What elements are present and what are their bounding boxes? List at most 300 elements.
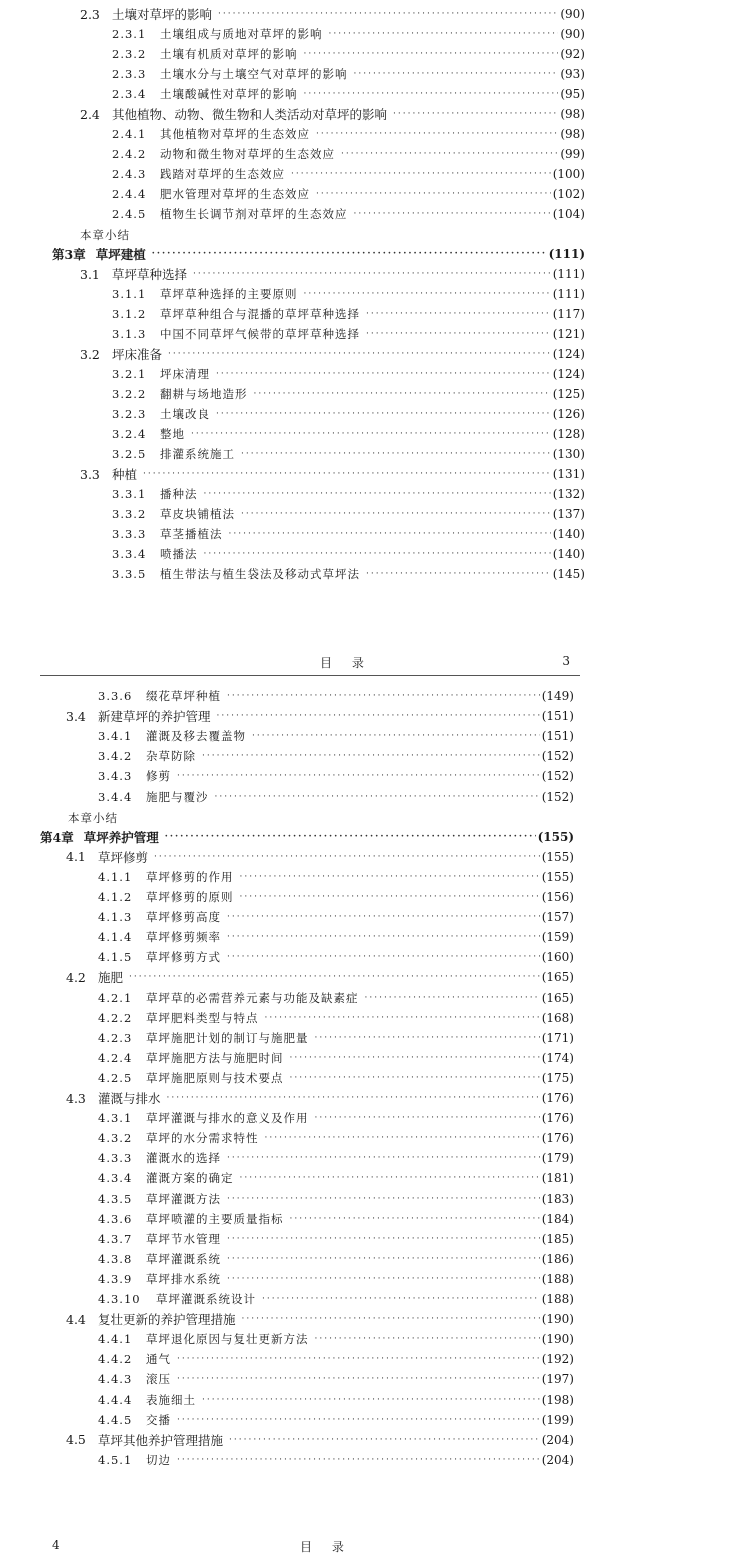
entry-number: 3.3.3: [112, 527, 147, 541]
page-header: [40, 654, 570, 676]
toc-section-entry[interactable]: [66, 1088, 574, 1108]
entry-title: 草坪修剪: [98, 849, 149, 865]
dot-leader: [242, 1314, 540, 1324]
toc-subsection-entry[interactable]: [98, 1128, 574, 1148]
entry-number: 2.3.2: [112, 47, 147, 61]
entry-page-number: (95): [560, 87, 585, 101]
entry-number: 4.5: [66, 1432, 86, 1448]
entry-page-number: (176): [541, 1111, 574, 1126]
dot-leader: [193, 269, 551, 279]
entry-title: 草坪灌溉方法: [146, 1191, 221, 1206]
dot-leader: [315, 1334, 540, 1344]
entry-title: 草皮块铺植法: [160, 507, 235, 521]
dot-leader: [202, 1395, 540, 1405]
entry-title: 植物生长调节剂对草坪的生态效应: [160, 207, 348, 221]
dot-leader: [354, 69, 559, 79]
toc-subsection-entry[interactable]: [98, 1450, 574, 1470]
entry-title: 草坪施肥方法与施肥时间: [146, 1050, 284, 1065]
entry-page-number: (99): [560, 147, 585, 161]
dot-leader: [227, 952, 540, 962]
dot-leader: [177, 1415, 540, 1425]
dot-leader: [216, 369, 551, 379]
dot-leader: [291, 169, 551, 179]
entry-page-number: (90): [560, 27, 585, 41]
entry-title: 翻耕与场地造形: [160, 387, 248, 401]
dot-leader: [316, 129, 558, 139]
dot-leader: [393, 109, 558, 119]
entry-number: 3.1.1: [112, 287, 147, 301]
toc-page-1: [0, 0, 750, 600]
entry-page-number: (124): [552, 347, 585, 361]
dot-leader: [304, 49, 559, 59]
entry-title: 缀花草坪种植: [146, 689, 221, 703]
entry-number: 3.2.5: [112, 447, 147, 461]
entry-number: 4.2: [66, 969, 86, 985]
entry-page-number: (100): [552, 167, 585, 181]
toc-subsection-entry[interactable]: [112, 144, 585, 164]
header-title: 目 录: [320, 656, 372, 670]
entry-number: 3.2.2: [112, 387, 147, 401]
entry-number: 4.4.4: [98, 1392, 133, 1407]
entry-page-number: (151): [541, 729, 574, 744]
entry-number: 2.3.1: [112, 27, 147, 41]
entry-title: 草坪灌溉与排水的意义及作用: [146, 1111, 309, 1126]
entry-number: 4.4.5: [98, 1412, 133, 1427]
dot-leader: [129, 972, 540, 982]
toc-subsection-entry[interactable]: [98, 1390, 574, 1410]
toc-subsection-entry[interactable]: [98, 746, 574, 766]
entry-number: 3.2.3: [112, 407, 147, 421]
entry-title: 复壮更新的养护管理措施: [98, 1312, 236, 1328]
dot-leader: [177, 1354, 540, 1364]
toc-subsection-entry[interactable]: [98, 1008, 574, 1028]
entry-title: 整地: [160, 427, 185, 441]
entry-page-number: (117): [552, 307, 585, 321]
entry-page-number: (190): [541, 1312, 574, 1327]
toc-subsection-entry[interactable]: [98, 787, 574, 807]
entry-number: 4.3.10: [98, 1292, 141, 1306]
toc-subsection-entry[interactable]: [112, 184, 585, 204]
entry-number: 4.2.5: [98, 1070, 133, 1085]
entry-number: 2.3: [80, 6, 100, 22]
entry-number: 4.2.1: [98, 990, 133, 1005]
dot-leader: [227, 912, 540, 922]
toc-subsection-entry[interactable]: [112, 424, 585, 444]
toc-subsection-entry[interactable]: [98, 1108, 574, 1128]
entry-page-number: (174): [541, 1050, 574, 1065]
entry-number: 3.4.4: [98, 789, 133, 804]
toc-subsection-entry[interactable]: [112, 204, 585, 224]
toc-subsection-entry[interactable]: [112, 164, 585, 184]
entry-number: 3.3: [80, 466, 100, 482]
dot-leader: [240, 1173, 540, 1183]
entry-title: 草坪草种选择: [112, 267, 188, 282]
entry-page-number: (90): [560, 7, 585, 21]
entry-title: 滚压: [146, 1372, 171, 1387]
dot-leader: [227, 932, 540, 942]
entry-number: 4.5.1: [98, 1452, 133, 1467]
dot-leader: [290, 1053, 540, 1063]
entry-title: 草坪修剪的原则: [146, 890, 234, 904]
toc-subsection-entry[interactable]: [98, 988, 574, 1008]
toc-subsection-entry[interactable]: [112, 304, 585, 324]
toc-subsection-entry[interactable]: [112, 384, 585, 404]
entry-title: 表施细土: [146, 1392, 196, 1407]
entry-page-number: (188): [541, 1292, 574, 1306]
toc-subsection-entry[interactable]: [98, 867, 574, 887]
entry-title: 动物和微生物对草坪的生态效应: [160, 147, 335, 161]
dot-leader: [240, 872, 540, 882]
toc-section-entry[interactable]: [80, 464, 585, 484]
entry-number: 3.4.1: [98, 729, 133, 744]
entry-number: 第4章: [40, 829, 74, 845]
toc-subsection-entry[interactable]: [112, 484, 585, 504]
entry-page-number: (128): [552, 427, 585, 441]
entry-title: 土壤酸碱性对草坪的影响: [160, 87, 298, 101]
entry-number: 3.2.1: [112, 367, 147, 381]
dot-leader: [262, 1294, 540, 1304]
toc-subsection-entry[interactable]: [112, 444, 585, 464]
entry-title: 播种法: [160, 487, 198, 501]
dot-leader: [168, 349, 551, 359]
entry-page-number: (176): [541, 1131, 574, 1146]
entry-title: 草坪修剪方式: [146, 950, 221, 965]
entry-page-number: (175): [541, 1070, 574, 1085]
entry-title: 土壤对草坪的影响: [112, 7, 213, 22]
entry-number: 4.1.4: [98, 930, 133, 945]
toc-section-entry[interactable]: [80, 344, 585, 364]
dot-leader: [265, 1133, 540, 1143]
dot-leader: [304, 289, 551, 299]
entry-title: 草茎播植法: [160, 527, 223, 541]
entry-number: 2.4.1: [112, 127, 147, 141]
toc-subsection-entry[interactable]: [112, 364, 585, 384]
toc-subsection-entry[interactable]: [98, 766, 574, 786]
dot-leader: [316, 189, 551, 199]
dot-leader: [177, 771, 540, 781]
dot-leader: [241, 509, 551, 519]
entry-page-number: (132): [552, 487, 585, 501]
toc-chapter-entry[interactable]: [40, 827, 574, 847]
entry-number: 4.4: [66, 1311, 86, 1327]
toc-subsection-entry[interactable]: [98, 887, 574, 907]
toc-subsection-entry[interactable]: [98, 1068, 574, 1088]
entry-title: 其他植物、动物、微生物和人类活动对草坪的影响: [112, 107, 388, 122]
entry-number: 4.3.1: [98, 1111, 133, 1126]
toc-subsection-entry[interactable]: [98, 686, 574, 706]
toc-subsection-entry[interactable]: [98, 1410, 574, 1430]
toc-subsection-entry[interactable]: [98, 1189, 574, 1209]
toc-subsection-entry[interactable]: [112, 544, 585, 564]
entry-title: 施肥与覆沙: [146, 789, 209, 804]
entry-number: 3.3.6: [98, 689, 133, 703]
dot-leader: [204, 489, 551, 499]
toc-section-entry[interactable]: [66, 1430, 574, 1450]
toc-section-entry[interactable]: [80, 4, 585, 24]
entry-title: 草坪灌溉系统设计: [156, 1292, 256, 1306]
entry-title: 肥水管理对草坪的生态效应: [160, 187, 310, 201]
entry-page-number: (155): [541, 849, 574, 864]
entry-title: 草坪修剪高度: [146, 910, 221, 925]
entry-number: 4.3.3: [98, 1151, 133, 1166]
toc-subsection-entry[interactable]: [112, 124, 585, 144]
dot-leader: [329, 29, 559, 39]
entry-title: 草坪修剪频率: [146, 930, 221, 945]
toc-subsection-entry[interactable]: [98, 1289, 574, 1309]
entry-page-number: (168): [541, 1010, 574, 1025]
entry-page-number: (199): [541, 1412, 574, 1427]
toc-section-entry[interactable]: [80, 264, 585, 284]
entry-number: 3.4.3: [98, 769, 133, 784]
toc-subsection-entry[interactable]: [112, 284, 585, 304]
entry-title: 坪床准备: [112, 347, 163, 362]
entry-number: 4.3: [66, 1090, 86, 1106]
entry-title: 土壤水分与土壤空气对草坪的影响: [160, 67, 348, 81]
dot-leader: [265, 1013, 540, 1023]
entry-page-number: (171): [541, 1030, 574, 1045]
entry-title: 中国不同草坪气候带的草坪草种选择: [160, 327, 360, 341]
dot-leader: [191, 429, 551, 439]
entry-title: 灌溉方案的确定: [146, 1171, 234, 1186]
entry-title: 草坪草种组合与混播的草坪草种选择: [160, 307, 360, 321]
toc-subsection-entry[interactable]: [98, 726, 574, 746]
toc-subsection-entry[interactable]: [98, 1369, 574, 1389]
toc-subsection-entry[interactable]: [98, 907, 574, 927]
toc-subsection-entry[interactable]: [98, 1329, 574, 1349]
dot-leader: [252, 731, 540, 741]
toc-subsection-entry[interactable]: [98, 1349, 574, 1369]
dot-leader: [204, 549, 551, 559]
entry-page-number: (157): [541, 910, 574, 925]
toc-section-entry[interactable]: [66, 706, 574, 726]
entry-page-number: (111): [552, 267, 585, 281]
toc-section-entry[interactable]: [80, 104, 585, 124]
toc-subsection-entry[interactable]: [112, 84, 585, 104]
dot-leader: [227, 1194, 540, 1204]
entry-number: 4.3.9: [98, 1271, 133, 1286]
entry-title: 通气: [146, 1352, 171, 1367]
entry-title: 草坪节水管理: [146, 1231, 221, 1246]
dot-leader: [177, 1374, 540, 1384]
toc-subsection-entry[interactable]: [112, 324, 585, 344]
entry-title: 其他植物对草坪的生态效应: [160, 127, 310, 141]
entry-page-number: (155): [541, 869, 574, 884]
toc-page-3-fragment: [0, 1500, 750, 1554]
entry-page-number: (121): [552, 327, 585, 341]
toc-section-entry[interactable]: [66, 1309, 574, 1329]
toc-chapter-entry[interactable]: [52, 244, 585, 264]
dot-leader: [218, 9, 558, 19]
entry-title: 坪床清理: [160, 367, 210, 381]
entry-title: 草坪修剪的作用: [146, 869, 234, 884]
entry-number: 4.1.2: [98, 890, 133, 904]
entry-page-number: (190): [541, 1332, 574, 1347]
entry-title: 草坪退化原因与复壮更新方法: [146, 1332, 309, 1347]
entry-page-number: (102): [552, 187, 585, 201]
entry-number: 2.4.4: [112, 187, 147, 201]
toc-subsection-entry[interactable]: [98, 1148, 574, 1168]
entry-title: 交播: [146, 1412, 171, 1427]
entry-title: 灌溉与排水: [98, 1091, 161, 1106]
toc-subsection-entry[interactable]: [112, 24, 585, 44]
entry-title: 草坪的水分需求特性: [146, 1131, 259, 1146]
dot-leader: [315, 1113, 540, 1123]
entry-number: 3.2.4: [112, 427, 147, 441]
entry-page-number: (176): [541, 1091, 574, 1105]
entry-title: 灌溉水的选择: [146, 1151, 221, 1166]
toc-page-2: [0, 600, 750, 1500]
entry-number: 4.4.3: [98, 1372, 133, 1387]
toc-subsection-entry[interactable]: [112, 44, 585, 64]
dot-leader: [227, 1274, 540, 1284]
entry-number: 4.3.5: [98, 1191, 133, 1206]
entry-title: 土壤改良: [160, 407, 210, 421]
toc-subsection-entry[interactable]: [98, 1209, 574, 1229]
dot-leader: [366, 569, 551, 579]
dot-leader: [217, 711, 540, 721]
entry-page-number: (137): [552, 507, 585, 521]
toc-subsection-entry[interactable]: [98, 1168, 574, 1188]
entry-page-number: (149): [541, 689, 574, 703]
entry-number: 3.3.1: [112, 487, 147, 501]
entry-page-number: (179): [541, 1151, 574, 1166]
toc-subsection-entry[interactable]: [112, 564, 585, 584]
entry-title: 草坪养护管理: [83, 829, 159, 845]
toc-subsection-entry[interactable]: [98, 1229, 574, 1249]
toc-subsection-entry[interactable]: [112, 524, 585, 544]
entry-number: 2.3.3: [112, 67, 147, 81]
toc-subsection-entry[interactable]: [98, 1028, 574, 1048]
entry-number: 4.2.2: [98, 1010, 133, 1025]
entry-page-number: (186): [541, 1251, 574, 1266]
entry-page-number: (192): [541, 1352, 574, 1367]
dot-leader: [354, 209, 551, 219]
entry-number: 3.1: [80, 266, 100, 282]
dot-leader: [154, 852, 540, 862]
toc-section-entry[interactable]: [66, 847, 574, 867]
entry-title: 土壤组成与质地对草坪的影响: [160, 27, 323, 41]
entry-page-number: (197): [541, 1372, 574, 1387]
dot-leader: [216, 409, 551, 419]
entry-page-number: (198): [541, 1392, 574, 1407]
entry-number: 3.4.2: [98, 749, 133, 764]
chapter-summary[interactable]: 本章小结: [80, 228, 130, 242]
entry-title: 种植: [112, 467, 138, 482]
entry-page-number: (93): [560, 67, 585, 81]
toc-subsection-entry[interactable]: [98, 947, 574, 967]
entry-number: 第3章: [52, 247, 86, 262]
entry-number: 3.3.4: [112, 547, 147, 561]
entry-number: 2.4.3: [112, 167, 147, 181]
entry-title: 施肥: [98, 970, 124, 986]
dot-leader: [366, 329, 551, 339]
entry-title: 排灌系统施工: [160, 447, 235, 461]
entry-number: 4.2.3: [98, 1030, 133, 1045]
entry-page-number: (124): [552, 367, 585, 381]
header-rule: [40, 675, 580, 676]
dot-leader: [165, 832, 536, 842]
dot-leader: [254, 389, 551, 399]
toc-subsection-entry[interactable]: [98, 1269, 574, 1289]
page-running-title: 目 录: [300, 1540, 352, 1554]
entry-title: 草坪其他养护管理措施: [98, 1432, 224, 1448]
toc-subsection-entry[interactable]: [98, 927, 574, 947]
toc-section-entry[interactable]: [66, 967, 574, 987]
entry-number: 4.1.5: [98, 950, 133, 965]
entry-page-number: (151): [541, 709, 574, 724]
entry-number: 3.3.5: [112, 567, 147, 581]
dot-leader: [202, 751, 540, 761]
entry-number: 2.3.4: [112, 87, 147, 101]
entry-title: 草坪灌溉系统: [146, 1251, 221, 1266]
entry-title: 草坪施肥计划的制订与施肥量: [146, 1030, 309, 1045]
entry-page-number: (156): [541, 890, 574, 904]
dot-leader: [227, 1234, 540, 1244]
dot-leader: [240, 892, 540, 902]
entry-title: 践踏对草坪的生态效应: [160, 167, 285, 181]
toc-subsection-entry[interactable]: [112, 64, 585, 84]
header-page-number: 3: [562, 654, 570, 668]
dot-leader: [304, 89, 559, 99]
entry-title: 灌溉及移去覆盖物: [146, 729, 246, 744]
entry-title: 草坪肥料类型与特点: [146, 1010, 259, 1025]
entry-number: 4.3.4: [98, 1171, 133, 1186]
toc-subsection-entry[interactable]: [112, 504, 585, 524]
entry-page-number: (155): [537, 829, 574, 844]
entry-number: 4.3.2: [98, 1131, 133, 1146]
toc-subsection-entry[interactable]: [98, 1048, 574, 1068]
entry-number: 4.3.6: [98, 1211, 133, 1226]
entry-number: 2.4: [80, 106, 100, 122]
entry-page-number: (140): [552, 547, 585, 561]
dot-leader: [290, 1073, 540, 1083]
toc-subsection-entry[interactable]: [112, 404, 585, 424]
entry-title: 杂草防除: [146, 749, 196, 764]
entry-page-number: (152): [541, 789, 574, 804]
entry-number: 4.1: [66, 849, 86, 865]
dot-leader: [215, 792, 540, 802]
entry-number: 4.2.4: [98, 1050, 133, 1065]
entry-title: 草坪草的必需营养元素与功能及缺素症: [146, 990, 359, 1005]
entry-title: 草坪草种选择的主要原则: [160, 287, 298, 301]
entry-page-number: (159): [541, 930, 574, 945]
toc-subsection-entry[interactable]: [98, 1249, 574, 1269]
dot-leader: [315, 1033, 540, 1043]
dot-leader: [227, 1153, 540, 1163]
entry-page-number: (126): [552, 407, 585, 421]
entry-page-number: (111): [552, 287, 585, 301]
dot-leader: [143, 469, 551, 479]
entry-page-number: (140): [552, 527, 585, 541]
entry-page-number: (125): [552, 387, 585, 401]
entry-page-number: (165): [541, 990, 574, 1005]
entry-title: 植生带法与植生袋法及移动式草坪法: [160, 567, 360, 581]
entry-page-number: (185): [541, 1231, 574, 1246]
entry-number: 4.3.7: [98, 1231, 133, 1246]
entry-number: 3.4: [66, 708, 86, 724]
dot-leader: [227, 691, 540, 701]
dot-leader: [167, 1093, 540, 1103]
entry-number: 4.1.1: [98, 869, 133, 884]
page-number: 4: [52, 1538, 60, 1552]
entry-page-number: (92): [560, 47, 585, 61]
entry-page-number: (130): [552, 447, 585, 461]
entry-number: 4.4.2: [98, 1352, 133, 1367]
entry-page-number: (98): [560, 127, 585, 141]
dot-leader: [177, 1455, 540, 1465]
entry-page-number: (165): [541, 970, 574, 985]
chapter-summary[interactable]: 本章小结: [68, 810, 118, 825]
